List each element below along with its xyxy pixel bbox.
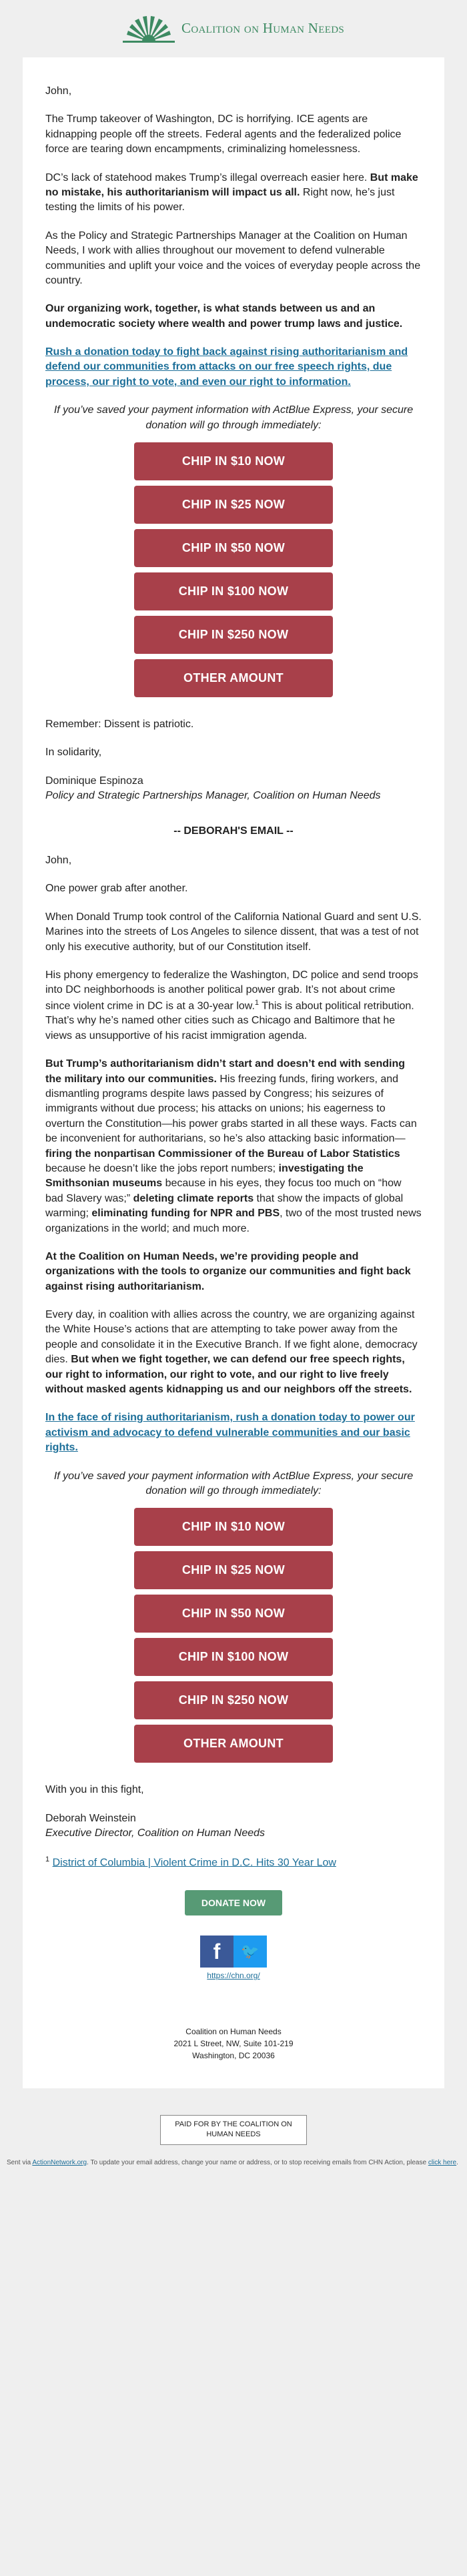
greeting: John,	[45, 85, 72, 97]
address-line: Coalition on Human Needs	[185, 2027, 282, 2037]
text: because he doesn’t like the jobs report numbers;	[45, 1162, 279, 1174]
chip-100-button[interactable]: CHIP IN $100 NOW	[134, 1638, 333, 1676]
text: DC’s lack of statehood makes Trump’s illegal overreach easier here.	[45, 171, 370, 183]
footnote-link[interactable]: District of Columbia | Violent Crime in D.C. Hits 30 Year Low	[52, 1856, 336, 1868]
text: because in his eyes, they focus too much on “how bad Slavery was;”	[45, 1178, 402, 1204]
chip-buttons	[45, 1508, 422, 1763]
twitter-icon[interactable]: 🐦	[234, 1936, 267, 1968]
bold-text: But Trump’s authoritarianism didn’t start and doesn’t end with sending the military into our communities.	[45, 1058, 405, 1085]
chip-250-button[interactable]: CHIP IN $250 NOW	[134, 616, 333, 654]
bold-text: Our organizing work, together, is what stands between us and an undemocratic society where wealth and power trump laws and justice.	[45, 303, 403, 330]
section-separator: -- DEBORAH'S EMAIL --	[173, 825, 294, 837]
paragraph	[45, 171, 422, 216]
sunrise-logo-icon	[123, 15, 175, 43]
paragraph: As the Policy and Strategic Partnerships Manager at the Coalition on Human Needs, I work with allies throughout our movement to defend vulnerable communities and uplift your voice and the voices of everyday people across the country.	[45, 230, 421, 286]
greeting: John,	[45, 854, 72, 866]
chip-100-button[interactable]: CHIP IN $100 NOW	[134, 572, 333, 610]
other-amount-button[interactable]: OTHER AMOUNT	[134, 1725, 333, 1763]
signature-title: Policy and Strategic Partnerships Manager, Coalition on Human Needs	[45, 790, 381, 802]
chip-25-button[interactable]: CHIP IN $25 NOW	[134, 486, 333, 524]
paragraph	[45, 968, 422, 1043]
donate-area	[45, 1890, 422, 1915]
text: This is about political retribution. That’s why he’s named other cities such as Chicago and Baltimore that he views as unsupportive of his racist immigration agenda.	[45, 1000, 414, 1041]
text: His phony emergency to federalize the Washington, DC police and send troops into DC neighborhoods is another political power grab. It’s not about crime since violent crime in DC is at a 30-year low.	[45, 969, 418, 1012]
footnote	[45, 1855, 422, 1871]
signature-name: Dominique Espinoza	[45, 775, 143, 787]
actblue-note: If you’ve saved your payment information with ActBlue Express, your secure donation will go through immediately:	[53, 404, 414, 431]
paragraph: Remember: Dissent is patriotic.	[45, 719, 194, 731]
address-line: 2021 L Street, NW, Suite 101-219	[173, 2039, 294, 2049]
signature-name: Deborah Weinstein	[45, 1812, 136, 1824]
bold-text: At the Coalition on Human Needs, we’re providing people and organizations with the tools to organize our communities and fight back against rising authoritarianism.	[45, 1250, 411, 1292]
paragraph: When Donald Trump took control of the California National Guard and sent U.S. Marines into the streets of Los Angeles to silence dissent, that was a test of not only his executive authority, but of our Constitution itself.	[45, 911, 422, 953]
signature-title: Executive Director, Coalition on Human Needs	[45, 1827, 266, 1839]
donate-cta-link[interactable]: Rush a donation today to fight back against rising authoritarianism and defend our communities from attacks on our free speech rights, due process, our right to vote, and even our right to information.	[45, 346, 408, 388]
website-link[interactable]: https://chn.org/	[207, 1971, 260, 1981]
text: that show the impacts of global warming;	[45, 1192, 404, 1220]
closing: In solidarity,	[45, 747, 102, 759]
paragraph	[45, 1057, 422, 1236]
chip-25-button[interactable]: CHIP IN $25 NOW	[134, 1551, 333, 1589]
closing: With you in this fight,	[45, 1784, 144, 1796]
chip-50-button[interactable]: CHIP IN $50 NOW	[134, 1595, 333, 1633]
text: . To update your email address, change your name or address, or to stop receiving emails from CHN Action, please	[87, 2158, 428, 2166]
paragraph: One power grab after another.	[45, 883, 188, 895]
bold-text: eliminating funding for NPR and PBS	[91, 1208, 280, 1220]
chip-10-button[interactable]: CHIP IN $10 NOW	[134, 442, 333, 480]
paragraph	[45, 345, 422, 390]
bold-text: deleting climate reports	[133, 1192, 254, 1204]
paid-for-box: PAID FOR BY THE COALITION ON HUMAN NEEDS	[160, 2115, 307, 2145]
bold-text: But when we fight together, we can defend our free speech rights, our right to information, our right to vote, and our right to live freely without masked agents kidnapping us and our neighbors off the streets.	[45, 1354, 412, 1396]
paragraph	[45, 1308, 422, 1397]
footnote-number: 1	[45, 1855, 50, 1863]
paragraph	[45, 302, 422, 332]
paragraph	[45, 1250, 422, 1294]
bold-text: But make no mistake, his authoritarianism will impact us all.	[45, 171, 418, 198]
email-body	[23, 57, 444, 2088]
text: His freezing funds, firing workers, and dismantling programs despite laws passed by Congress; his seizures of immigrants without due process; his attacks on unions; his eagerness to overturn the Constitution—his power grabs started in all these ways. Facts can be inconvenient for authoritarians, so he’s also attacking basic information—	[45, 1073, 417, 1145]
chip-10-button[interactable]: CHIP IN $10 NOW	[134, 1508, 333, 1546]
social-links	[45, 1936, 422, 1968]
text: Every day, in coalition with allies across the country, we are organizing against the White House’s actions that are attempting to take power away from the people and consolidate it in the Executive Branch. If we fight alone, democracy dies.	[45, 1309, 418, 1366]
unsubscribe-note	[0, 2145, 467, 2173]
address-line: Washington, DC 20036	[192, 2051, 275, 2061]
paragraph: The Trump takeover of Washington, DC is horrifying. ICE agents are kidnapping people off the streets. Federal agents and the federalized police force are tearing down encampments, criminalizing homelessness.	[45, 113, 402, 155]
text: Sent via	[7, 2158, 33, 2166]
donate-now-button[interactable]: DONATE NOW	[185, 1890, 282, 1915]
bold-text: firing the nonpartisan Commissioner of the Bureau of Labor Statistics	[45, 1148, 400, 1160]
mailing-address	[45, 2026, 422, 2062]
bold-text: investigating the Smithsonian museums	[45, 1162, 364, 1190]
email-header	[0, 9, 467, 48]
chip-250-button[interactable]: CHIP IN $250 NOW	[134, 1681, 333, 1719]
facebook-icon[interactable]: f	[200, 1936, 234, 1968]
actionnetwork-link[interactable]: ActionNetwork.org	[32, 2158, 87, 2166]
footnote-ref: 1	[254, 998, 260, 1007]
text: .	[456, 2158, 458, 2166]
paragraph	[45, 1410, 422, 1455]
unsubscribe-link[interactable]: click here	[428, 2158, 457, 2166]
donate-cta-link[interactable]: In the face of rising authoritarianism, rush a donation today to power our activism and advocacy to defend vulnerable communities and our basic rights.	[45, 1412, 415, 1454]
actblue-note: If you’ve saved your payment information with ActBlue Express, your secure donation will go through immediately:	[53, 1470, 414, 1496]
org-name: Coalition on Human Needs	[181, 20, 344, 37]
text: Right now, he’s just testing the limits of his power.	[45, 186, 395, 213]
chip-buttons	[45, 442, 422, 697]
text: , two of the most trusted news organizations in the world; and much more.	[45, 1208, 422, 1234]
other-amount-button[interactable]: OTHER AMOUNT	[134, 659, 333, 697]
chip-50-button[interactable]: CHIP IN $50 NOW	[134, 529, 333, 567]
